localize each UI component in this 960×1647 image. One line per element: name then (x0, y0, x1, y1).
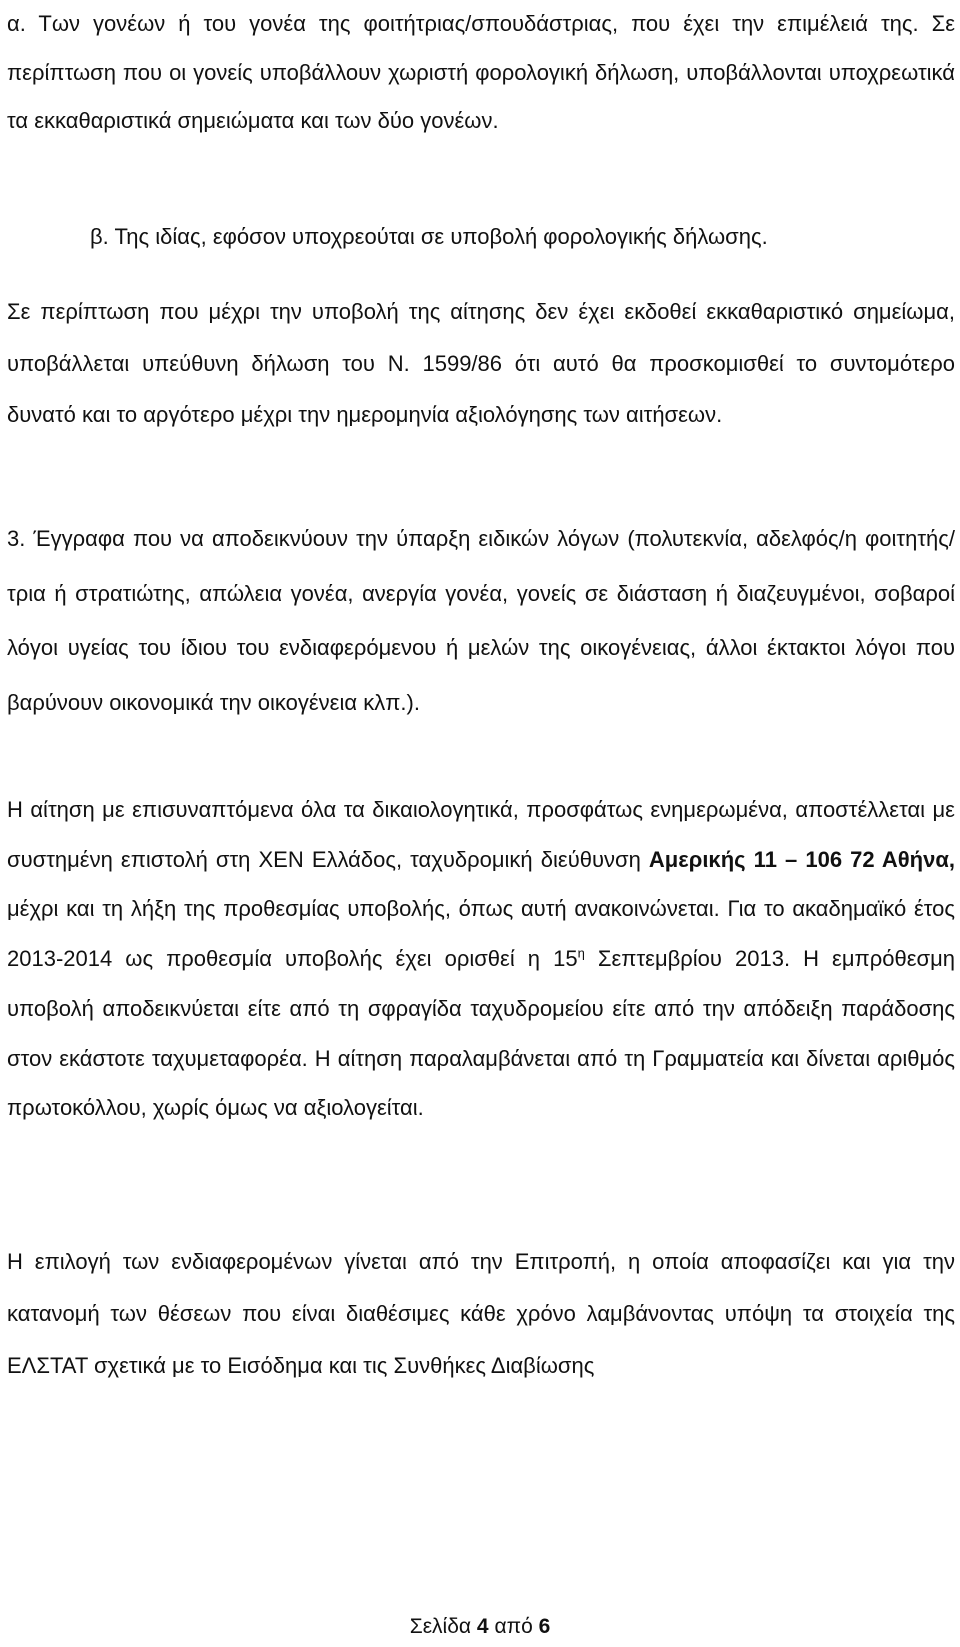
paragraph-clearance-note: Σε περίπτωση που μέχρι την υποβολή της αίτησης δεν έχει εκδοθεί εκκαθαριστικό σημείωμα, υποβάλλεται υπεύθυνη δήλωση του Ν. 1599/86 ότι αυτό θα προσκομισθεί το συντομότερο δυνατό και το αργότερο μέχρι την ημερομηνία αξιολόγησης των αιτήσεων. (7, 299, 955, 427)
paragraph-selection-committee: Η επιλογή των ενδιαφερομένων γίνεται από την Επιτροπή, η οποία αποφασίζει και για την κατανομή των θέσεων που είναι διαθέσιμες κάθε χρόνο λαμβάνοντας υπόψη τα στοιχεία της ΕΛΣΤΑΤ σχετικά με το Εισόδημα και τις Συνθήκες Διαβίωσης (7, 1249, 955, 1378)
application-text-1: Η αίτηση με επισυναπτόμενα όλα τα δικαιολογητικά, προσφάτως ενημερωμένα, αποστέλλεται με συστημένη επιστολή στη ΧΕΝ Ελλάδος, ταχυδρομική διεύθυνση (7, 797, 955, 872)
footer-current-page: 4 (476, 1615, 489, 1638)
footer-page-label: Σελίδα (409, 1615, 472, 1638)
postal-address: Αμερικής 11 – 106 72 Αθήνα, (648, 846, 955, 872)
application-text-2: μέχρι και τη λήξη της προθεσμίας υποβολής, όπως αυτή ανακοινώνεται. Για το ακαδημαϊκό έτος 2013-2014 ως προθεσμία υποβολής έχει ορισθεί η 15 (7, 896, 955, 972)
page-footer (0, 1612, 960, 1642)
footer-total-pages: 6 (538, 1615, 551, 1638)
application-text-3: Σεπτεμβρίου 2013. Η εμπρόθεσμη υποβολή αποδεικνύεται είτε από τη σφραγίδα ταχυδρομείου είτε από την απόδειξη παράδοσης στον εκάστοτε ταχυμεταφορέα. Η αίτηση παραλαμβάνεται από τη Γραμματεία και δίνεται αριθμός πρωτοκόλλου, χωρίς όμως να αξιολογείται. (7, 946, 955, 1121)
paragraph-application-submission (7, 785, 955, 1133)
paragraph-special-reasons-documents: 3. Έγγραφα που να αποδεικνύουν την ύπαρξη ειδικών λόγων (πολυτεκνία, αδελφός/η φοιτητής/τρια ή στρατιώτης, απώλεια γονέα, ανεργία γονέα, γονείς σε διάσταση ή διαζευγμένοι, σοβαροί λόγοι υγείας του ίδιου του ενδιαφερόμενου ή μελών της οικογένειας, άλλοι έκτακτοι λόγοι που βαρύνουν οικονομικά την οικογένεια κλπ.). (7, 526, 955, 715)
paragraph-own-tax-statement: β. Της ιδίας, εφόσον υποχρεούται σε υποβολή φορολογικής δήλωσης. (90, 224, 768, 249)
footer-separator: από (494, 1615, 533, 1638)
ordinal-superscript: η (577, 945, 585, 961)
paragraph-parents-tax-statement: α. Των γονέων ή του γονέα της φοιτήτριας/σπουδάστριας, που έχει την επιμέλειά της. Σε περίπτωση που οι γονείς υποβάλλουν χωριστή φορολογική δήλωση, υποβάλλονται υποχρεωτικά τα εκκαθαριστικά σημειώματα και των δύο γονέων. (7, 11, 955, 133)
